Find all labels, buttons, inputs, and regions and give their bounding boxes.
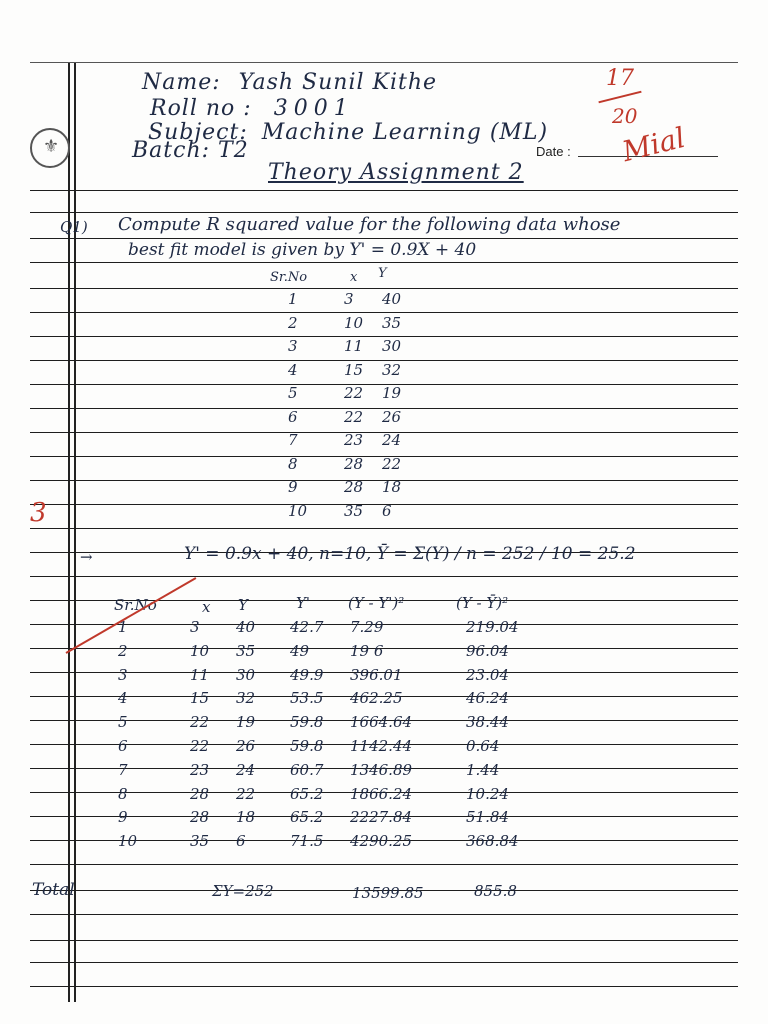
s-col-header: (Y - Y')² [348,594,405,612]
s-cell: 219.04 [466,618,519,636]
s-cell: 22 [236,784,256,803]
margin-grade-mark: 3 [30,498,47,528]
s-cell: 7.29 [350,618,384,636]
s-cell: 10 [190,641,210,660]
q-cell: 9 [288,478,298,496]
question-line-1: Compute R squared value for the following data whose [118,214,621,235]
s-cell: 40 [236,618,256,636]
q-cell: 8 [288,454,298,473]
q-cell: 11 [344,337,364,355]
ruled-line [30,576,738,577]
q-cell: 10 [288,501,308,520]
q-cell: 5 [288,384,298,402]
s-cell: 6 [118,737,128,755]
s-cell: 35 [190,832,210,851]
q-cell: 22 [382,454,402,473]
s-cell: 65.2 [290,808,324,827]
s-cell: 4290.25 [350,832,413,851]
s-cell: 18 [236,808,256,827]
s-cell: 368.84 [466,832,519,851]
s-cell: 8 [118,784,128,803]
subject-value: Machine Learning (ML) [261,120,549,145]
ruled-line [30,962,738,963]
s-cell: 96.04 [466,641,509,660]
date-label: Date : [536,144,571,159]
s-cell: 3 [118,665,128,684]
s-cell: 35 [236,641,256,660]
total-label: Total [32,880,75,900]
s-cell: 462.25 [350,689,403,708]
q-cell: 40 [382,290,402,308]
grader-signature: Mial [618,120,689,169]
s-cell: 2227.84 [350,808,413,827]
q-cell: 10 [344,313,364,332]
ruled-line [30,262,738,263]
q-cell: 23 [344,431,364,449]
q-cell: 1 [288,290,298,308]
ruled-line [30,914,738,915]
s-cell: 1 [118,618,128,636]
s-cell: 26 [236,737,256,755]
s-cell: 9 [118,808,128,827]
q-cell: 7 [288,431,298,449]
q-cell: 28 [344,454,364,473]
q-cell: 15 [344,360,364,379]
s-cell: 71.5 [290,832,324,851]
s-cell: 1.44 [466,760,500,779]
subject-label: Subject: [148,120,248,145]
s-cell: 22 [190,737,210,755]
q-cell: 19 [382,384,402,402]
s-cell: 396.01 [350,665,403,684]
roll-value: 3001 [273,96,354,121]
s-cell: 42.7 [290,618,324,636]
s-cell: 4 [118,689,128,708]
q-cell: 3 [288,337,298,355]
ruled-line [30,986,738,987]
margin-line [74,62,76,1002]
s-cell: 65.2 [290,784,324,803]
ruled-line [30,624,738,625]
top-rule [30,62,738,63]
s-cell: 46.24 [466,689,509,708]
s-cell: 28 [190,784,210,803]
name-line [142,70,437,95]
q-cell: 18 [382,478,402,496]
s-cell: 7 [118,760,128,779]
s-cell: 6 [236,832,246,851]
ruled-line [30,238,738,239]
ruled-line [30,648,738,649]
score-denominator: 20 [612,104,638,128]
s-cell: 15 [190,689,210,708]
s-cell: 11 [190,665,210,684]
s-col-header: Sr.No [114,596,157,614]
q-cell: 6 [382,501,392,520]
name-label: Name: [142,70,221,95]
s-cell: 23 [190,760,210,779]
s-col-header: Y' [296,594,311,612]
s-cell: 1664.64 [350,713,413,732]
s-cell: 1142.44 [350,737,413,755]
q-cell: 22 [344,407,364,426]
s-cell: 49 [290,641,310,660]
assignment-title: Theory Assignment 2 [268,160,524,185]
q-cell: 28 [344,478,364,496]
score-divider [598,91,641,104]
s-cell: 10.24 [466,784,509,803]
ruled-line [30,864,738,865]
ruled-line [30,528,738,529]
q-cell: 22 [344,384,364,402]
s-cell: 28 [190,808,210,827]
question-line-2: best fit model is given by Y' = 0.9X + 40 [128,240,477,260]
question-number: Q1) [60,218,88,236]
s-cell: 1346.89 [350,760,413,779]
total-squared-error: 13599.85 [352,884,424,902]
grading-check-stroke [66,577,197,654]
college-logo: ⚜ [30,128,70,168]
s-cell: 23.04 [466,665,509,684]
margin-line [68,62,70,1002]
s-col-header: (Y - Ȳ)² [456,594,509,612]
s-cell: 53.5 [290,689,324,708]
s-cell: 30 [236,665,256,684]
q-cell: 30 [382,337,402,355]
q-cell: 35 [344,501,364,520]
q-cell: 4 [288,360,298,379]
s-cell: 2 [118,641,128,660]
q-cell: 3 [344,290,354,308]
s-cell: 51.84 [466,808,509,827]
mean-equation: Y' = 0.9x + 40, n=10, Ȳ = Σ(Y) / n = 252 / 10 = 25.2 [184,544,636,564]
q-cell: 35 [382,313,402,332]
q-cell: 2 [288,313,298,332]
q-cell: 26 [382,407,402,426]
s-col-header: Y [238,596,248,614]
s-cell: 59.8 [290,713,324,732]
s-cell: 59.8 [290,737,324,755]
score-numerator: 17 [606,66,634,91]
s-cell: 1866.24 [350,784,413,803]
arrow-icon: → [80,548,93,566]
ruled-line [30,212,738,213]
s-cell: 3 [190,618,200,636]
batch-label: Batch: [132,138,211,163]
s-cell: 0.64 [466,737,500,755]
q-cell: 6 [288,407,298,426]
ruled-line [30,288,738,289]
batch-line [132,138,249,163]
roll-line [150,96,354,121]
s-cell: 10 [118,832,138,851]
q-cell: 32 [382,360,402,379]
s-cell: 32 [236,689,256,708]
q-col-header: x [350,270,358,285]
total-y: ΣY=252 [212,882,274,900]
s-cell: 60.7 [290,760,324,779]
s-cell: 24 [236,760,256,779]
s-cell: 5 [118,713,128,732]
s-cell: 38.44 [466,713,509,732]
ruled-line [30,940,738,941]
q-col-header: Y [378,266,387,281]
s-cell: 19 6 [350,641,384,660]
s-col-header: x [202,598,211,616]
s-cell: 22 [190,713,210,732]
ruled-line [30,190,738,191]
batch-value: T2 [218,138,249,163]
name-value: Yash Sunil Kithe [238,70,438,95]
s-cell: 49.9 [290,665,324,684]
roll-label: Roll no : [150,96,252,121]
total-squared-deviation: 855.8 [474,882,517,900]
s-cell: 19 [236,713,256,732]
q-cell: 24 [382,431,402,449]
q-col-header: Sr.No [270,270,308,285]
